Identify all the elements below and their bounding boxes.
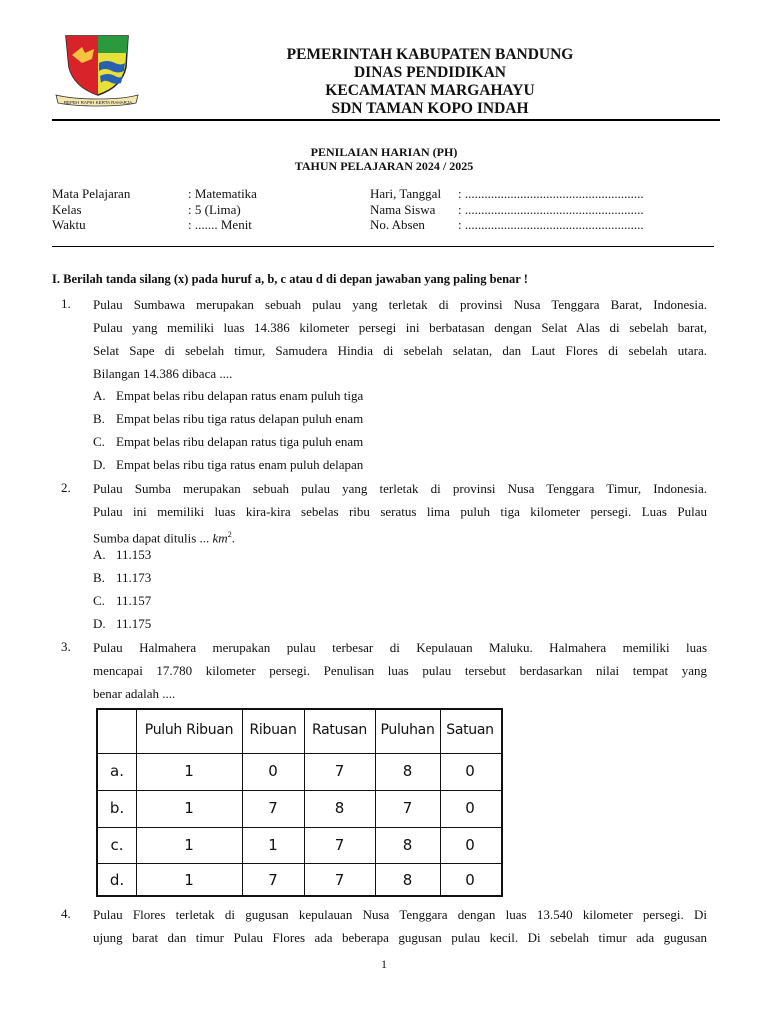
table-row-divider xyxy=(98,827,501,828)
table-row-label-b: b. xyxy=(109,799,125,817)
info-divider xyxy=(52,246,714,247)
info-absen-value: : ....................................................... xyxy=(458,217,644,232)
question-3-line: Pulau Halmahera merupakan pulau terbesar di Kepulauan Maluku. Halmahera memiliki luas xyxy=(93,640,707,655)
place-value-table xyxy=(96,708,503,897)
question-1-option-c[interactable]: C. Empat belas ribu delapan ratus tiga puluh enam xyxy=(93,434,364,449)
table-row-label-d: d. xyxy=(109,871,125,889)
table-cell: 1 xyxy=(184,799,194,817)
info-date-label: Hari, Tanggal xyxy=(370,186,442,201)
table-cell: 7 xyxy=(334,836,345,854)
question-2-number: 2. xyxy=(61,480,71,495)
question-2-option-a[interactable]: A. 11.153 xyxy=(93,547,152,562)
table-row-label-c: c. xyxy=(110,836,124,854)
table-header-puluhan: Puluhan xyxy=(380,722,435,738)
table-row-divider xyxy=(98,863,501,864)
info-class-label: Kelas xyxy=(52,202,82,217)
question-1-option-a[interactable]: A. Empat belas ribu delapan ratus enam puluh tiga xyxy=(93,388,364,403)
table-header-satuan: Satuan xyxy=(446,722,494,738)
info-name-label: Nama Siswa xyxy=(370,202,436,217)
info-name-value: : ....................................................... xyxy=(458,202,644,217)
table-row-divider xyxy=(98,753,501,754)
letterhead-district: KECAMATAN MARGAHAYU xyxy=(325,82,535,99)
table-header-ribuan: Ribuan xyxy=(249,722,297,738)
question-2-option-d[interactable]: D. 11.175 xyxy=(93,616,152,631)
table-cell: 0 xyxy=(465,871,475,889)
table-row-divider xyxy=(98,790,501,791)
info-subject-label: Mata Pelajaran xyxy=(52,186,131,201)
info-date-value: : ....................................................... xyxy=(458,186,644,201)
unit-km: km xyxy=(212,530,228,546)
question-3-line: mencapai 17.780 kilometer persegi. Penulisan luas pulau tersebut berdasarkan nilai tempat yang xyxy=(93,663,707,678)
question-1-line: Pulau yang memiliki luas 14.386 kilometer persegi ini berbatasan dengan Selat Alas di sebelah barat, xyxy=(93,320,707,335)
question-1-option-b[interactable]: B. Empat belas ribu tiga ratus delapan puluh enam xyxy=(93,411,364,426)
info-class-value: : 5 (Lima) xyxy=(188,202,241,217)
info-time-value: : ....... Menit xyxy=(188,217,252,232)
question-1-line: Bilangan 14.386 dibaca .... xyxy=(93,366,233,381)
page-number: 1 xyxy=(381,957,387,971)
letterhead-school: SDN TAMAN KOPO INDAH xyxy=(331,100,529,117)
table-cell: 7 xyxy=(402,799,413,817)
table-cell: 8 xyxy=(334,799,345,817)
letterhead-government: PEMERINTAH KABUPATEN BANDUNG xyxy=(286,46,574,63)
table-cell: 0 xyxy=(465,762,475,780)
table-cell: 0 xyxy=(465,836,475,854)
unit-exponent: 2 xyxy=(227,530,232,539)
logo-motto: REPEH RAPIH KERTA RAHARJA xyxy=(63,100,133,105)
question-1-option-d[interactable]: D. Empat belas ribu tiga ratus enam puluh delapan xyxy=(93,457,364,472)
info-time-label: Waktu xyxy=(52,217,86,232)
table-row-label-a: a. xyxy=(110,762,124,780)
table-cell: 7 xyxy=(268,871,278,889)
question-2-line: Pulau ini memiliki luas kira-kira sebelas ribu seratus lima puluh tiga kilometer persegi. Luas Pulau xyxy=(93,504,707,519)
table-header-ratusan: Ratusan xyxy=(311,722,367,738)
table-header-puluh-ribuan: Puluh Ribuan xyxy=(144,722,234,738)
table-cell: 7 xyxy=(334,762,345,780)
table-cell: 1 xyxy=(184,871,194,889)
table-cell: 1 xyxy=(184,836,194,854)
question-1-number: 1. xyxy=(61,296,71,311)
question-2-line: Sumba dapat ditulis ... $km^2$. xyxy=(93,530,235,546)
letterhead-divider xyxy=(52,119,720,121)
question-1-line: Selat Sape di sebelah timur, Samudera Hindia di sebelah selatan, dan Laut Flores di sebelah utara. xyxy=(93,343,707,358)
question-2-line: Pulau Sumba merupakan sebuah pulau yang terletak di provinsi Nusa Tenggara Timur, Indonesia. xyxy=(93,481,707,496)
table-cell: 7 xyxy=(268,799,278,817)
table-cell: 0 xyxy=(268,762,278,780)
exam-year: TAHUN PELAJARAN 2024 / 2025 xyxy=(294,159,474,173)
question-2-option-c[interactable]: C. 11.157 xyxy=(93,593,152,608)
question-2-option-b[interactable]: B. 11.173 xyxy=(93,570,152,585)
section-instruction: I. Berilah tanda silang (x) pada huruf a, b, c atau d di depan jawaban yang paling benar ! xyxy=(52,272,528,286)
question-3-line: benar adalah .... xyxy=(93,686,176,701)
table-cell: 8 xyxy=(402,762,413,780)
question-4-line: Pulau Flores terletak di gugusan kepulauan Nusa Tenggara dengan luas 13.540 kilometer persegi. Di xyxy=(93,907,707,922)
table-cell: 1 xyxy=(184,762,194,780)
info-absen-label: No. Absen xyxy=(370,217,425,232)
question-3-number: 3. xyxy=(61,639,71,654)
letterhead-department: DINAS PENDIDIKAN xyxy=(353,64,506,81)
table-cell: 7 xyxy=(334,871,345,889)
exam-title: PENILAIAN HARIAN (PH) xyxy=(310,145,458,159)
table-cell: 8 xyxy=(402,836,413,854)
table-cell: 0 xyxy=(465,799,475,817)
kabupaten-bandung-logo xyxy=(52,33,142,111)
question-1-line: Pulau Sumbawa merupakan sebuah pulau yang terletak di provinsi Nusa Tenggara Barat, Indonesia. xyxy=(93,297,707,312)
info-subject-value: : Matematika xyxy=(188,186,257,201)
table-cell: 1 xyxy=(268,836,278,854)
question-4-line: ujung barat dan timur Pulau Flores ada beberapa gugusan pulau kecil. Di sebelah timur ada gugusan xyxy=(93,930,707,945)
table-cell: 8 xyxy=(402,871,413,889)
question-4-number: 4. xyxy=(61,906,71,921)
